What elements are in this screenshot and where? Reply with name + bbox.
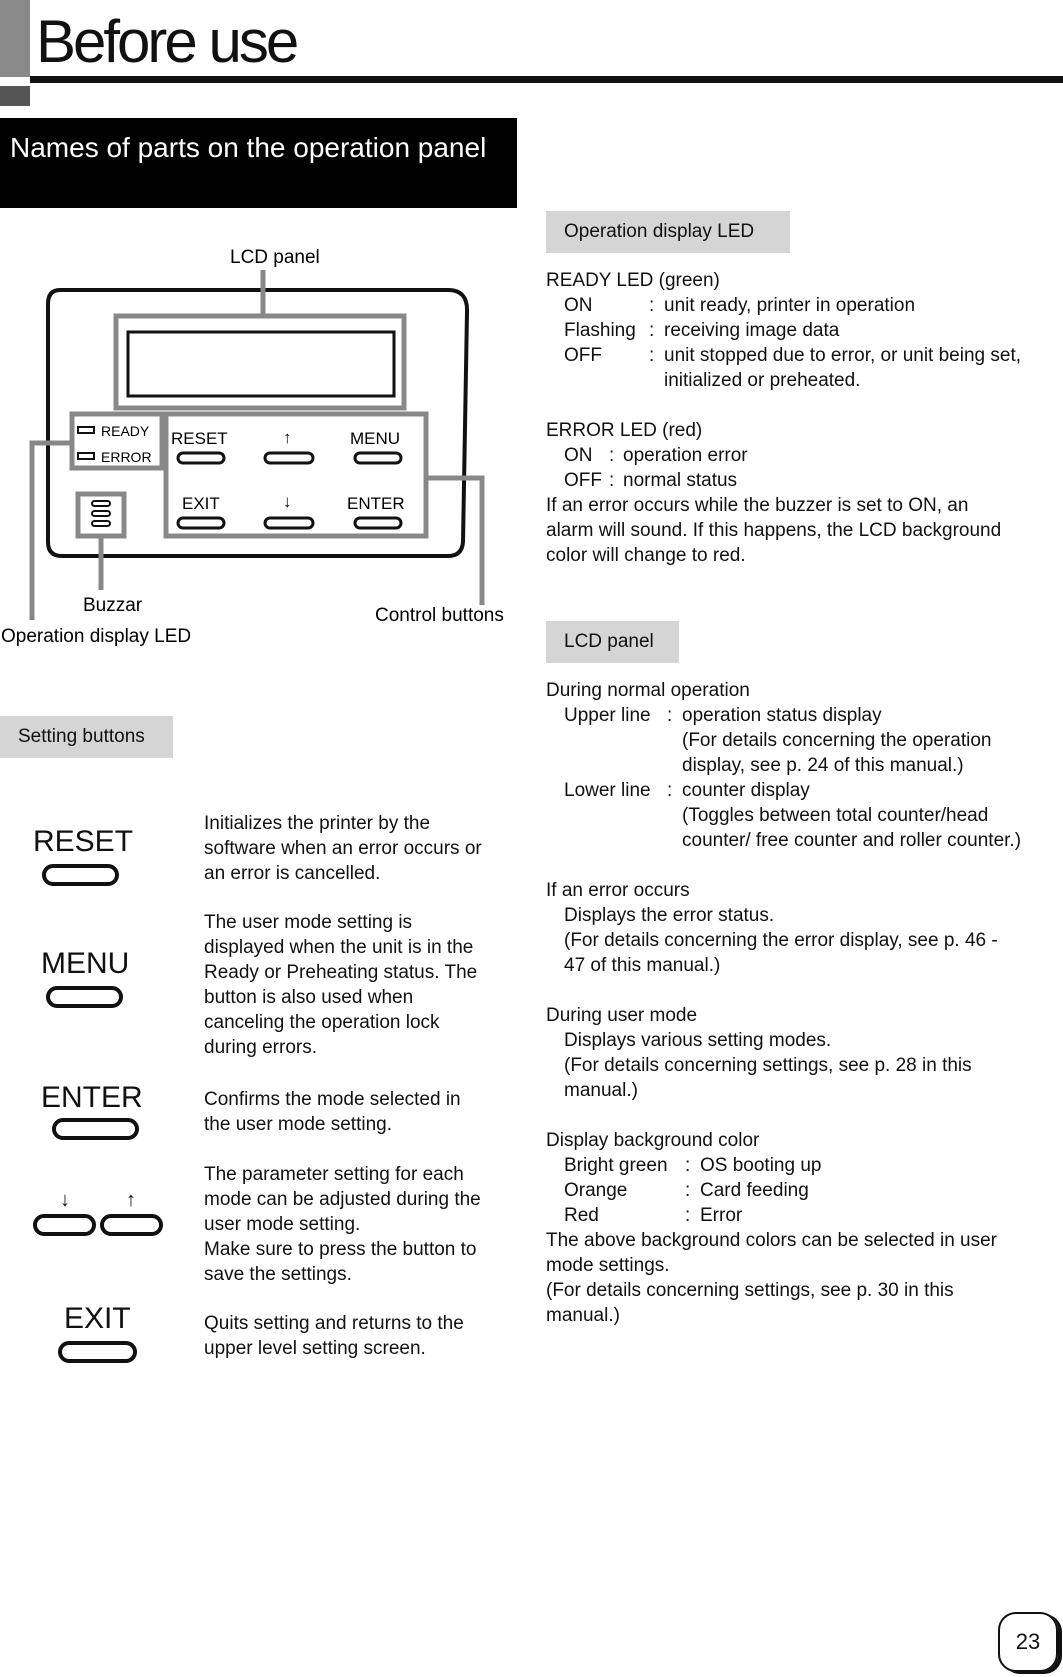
ready-led-label: READY	[101, 423, 150, 439]
reset-button	[178, 453, 224, 463]
up-arrow-icon: ↑	[126, 1189, 136, 1211]
header-accent-block	[0, 86, 30, 106]
operation-led-description: READY LED (green) ON : unit ready, printer in operation Flashing : receiving image data OFF : unit stopped due to error, or unit being set, initialized or preheated. ERROR LED (red) ON : operation error OFF : normal status If an error occurs while the buzzer is set to ON, an alarm will sound. If this happens, the LCD background color will change to red.	[546, 268, 1063, 573]
menu-button-illustration	[46, 986, 123, 1008]
down-arrow-icon: ↓	[60, 1189, 70, 1211]
menu-button-label: MENU	[350, 429, 401, 448]
arrow-buttons-description: The parameter setting for each mode can be adjusted during the user mode setting. Make sure to press the button to save the settings.	[204, 1164, 481, 1285]
menu-description: The user mode setting is displayed when the unit is in the Ready or Preheating status. The button is also used when canceling the operation lock during errors.	[204, 912, 478, 1058]
normal-operation-title: During normal operation	[546, 680, 750, 701]
menu-button-name: MENU	[41, 947, 130, 980]
lcd-panel-tag: LCD panel	[546, 621, 679, 663]
operation-led-tag: Operation display LED	[546, 211, 790, 253]
background-color-title: Display background color	[546, 1130, 760, 1151]
error-led-title: ERROR LED (red)	[546, 420, 703, 441]
header-accent-bar	[0, 0, 30, 77]
control-buttons-callout: Control buttons	[375, 605, 504, 626]
down-button	[265, 518, 313, 528]
setting-buttons-tag: Setting buttons	[0, 716, 173, 758]
menu-button	[355, 453, 401, 463]
reset-button-name: RESET	[33, 825, 134, 858]
exit-button	[178, 518, 224, 528]
led-leader-line	[32, 443, 72, 620]
reset-description: Initializes the printer by the software when an error occurs or an error is cancelled.	[204, 813, 482, 884]
enter-button-name: ENTER	[41, 1081, 143, 1114]
error-led-label: ERROR	[101, 449, 152, 465]
reset-button-illustration	[42, 864, 119, 886]
page-title: Before use	[36, 8, 297, 75]
enter-button-illustration	[52, 1118, 139, 1140]
up-button-illustration	[100, 1214, 163, 1236]
ready-led	[78, 427, 94, 433]
operation-led-callout: Operation display LED	[1, 626, 192, 647]
enter-button-label: ENTER	[347, 494, 405, 513]
exit-button-illustration	[58, 1341, 137, 1363]
operation-panel-diagram	[0, 230, 530, 650]
up-arrow-icon: ↑	[283, 428, 292, 447]
enter-description: Confirms the mode selected in the user mode setting.	[204, 1089, 461, 1135]
lcd-screen	[128, 332, 394, 396]
error-occurs-title: If an error occurs	[546, 880, 690, 901]
section-title: Names of parts on the operation panel	[0, 118, 517, 208]
error-led	[78, 453, 94, 459]
page-number: 23	[998, 1612, 1058, 1672]
header-rule	[30, 76, 1063, 83]
ready-led-title: READY LED (green)	[546, 270, 720, 291]
down-button-illustration	[33, 1214, 96, 1236]
exit-button-name: EXIT	[64, 1302, 131, 1335]
enter-button	[355, 518, 401, 528]
buzzer-callout: Buzzar	[83, 595, 143, 616]
lcd-panel-description: During normal operation Upper line : operation status display (For details concerning the operation display, see p. 24 of this manual.) Lower line : counter display (Toggles between total counter/head counter/ free counter and roller counter.) If an error occurs Displays the error status. (For details concerning the error display, see p. 46 - 47 of this manual.) During user mode Displays various setting modes. (For details concerning settings, see p. 28 in this manual.) Display background color Bright green : OS booting up Orange : Card feeding Red : Error The above background colors can be selected in user mode settings. (For details concerning settings, see p. 30 in this manual.)	[546, 678, 1063, 1338]
up-button	[265, 453, 313, 463]
control-leader-line	[426, 478, 482, 605]
lcd-frame	[116, 316, 404, 408]
user-mode-title: During user mode	[546, 1005, 698, 1026]
reset-button-label: RESET	[171, 429, 228, 448]
lcd-panel-callout: LCD panel	[230, 247, 320, 268]
exit-description: Quits setting and returns to the upper level setting screen.	[204, 1313, 464, 1359]
exit-button-label: EXIT	[182, 494, 220, 513]
down-arrow-icon: ↓	[283, 492, 292, 511]
